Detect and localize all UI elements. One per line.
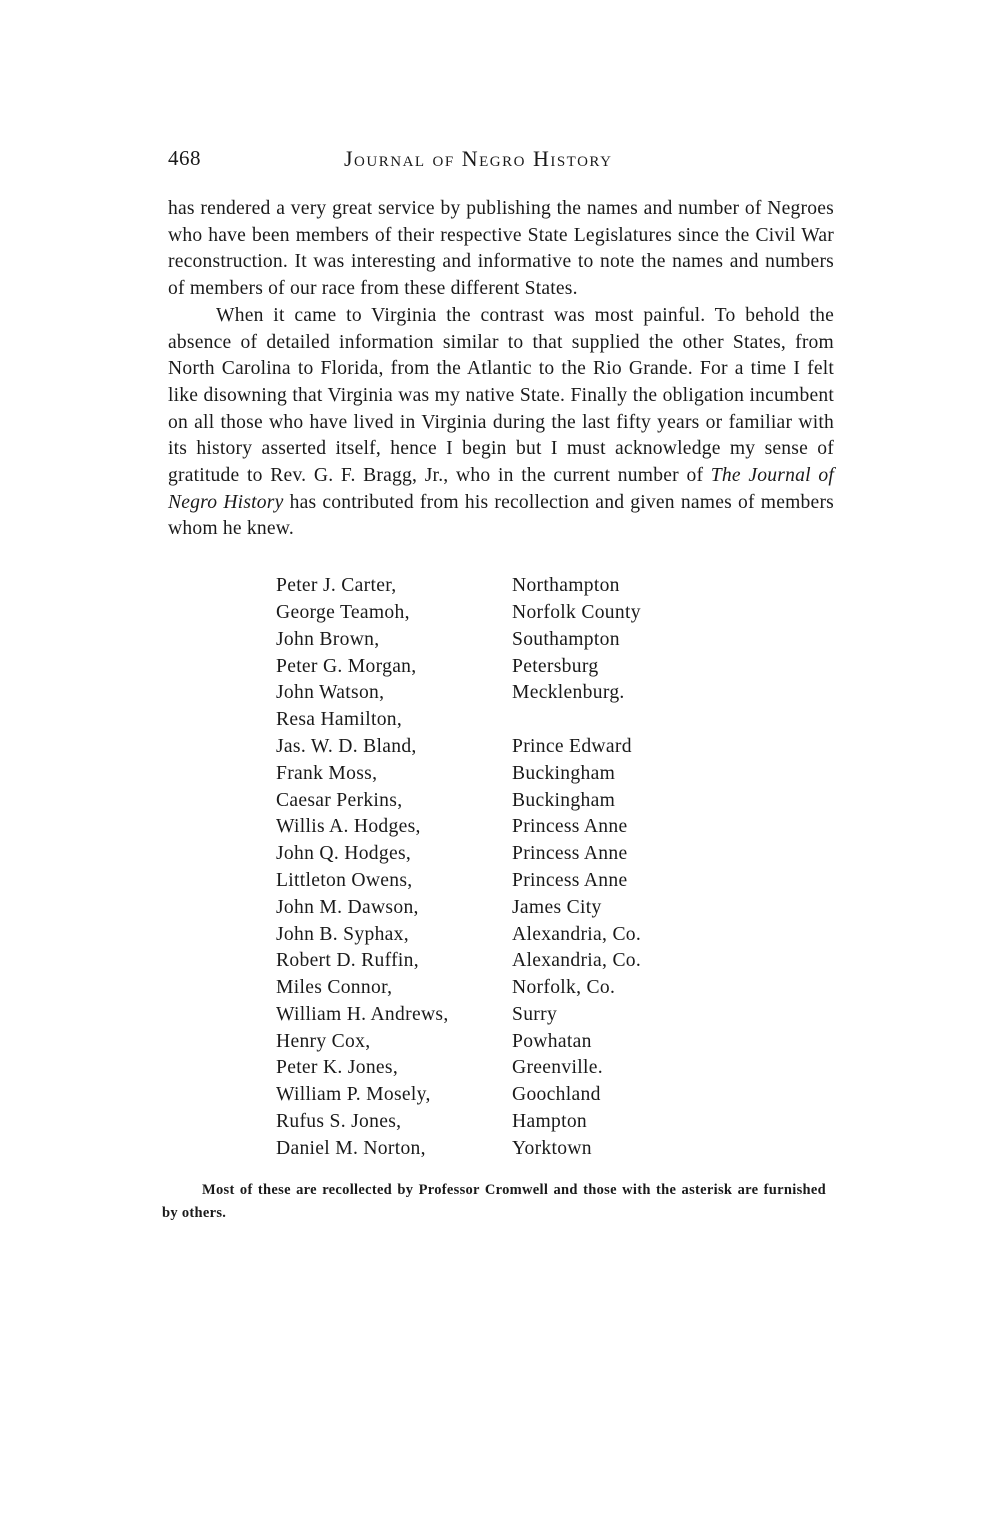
- member-county: Princess Anne: [512, 816, 628, 838]
- member-county: Mecklenburg.: [512, 682, 625, 704]
- member-name: Willis A. Hodges,: [276, 816, 421, 838]
- member-county: Norfolk, Co.: [512, 977, 616, 999]
- member-row: [276, 948, 834, 975]
- member-row: [276, 814, 834, 841]
- member-county: Alexandria, Co.: [512, 950, 642, 972]
- footnote-text: Most of these are recollected by Professor Cromwell and those with the asterisk are furnished by others.: [162, 1181, 826, 1221]
- member-county: Alexandria, Co.: [512, 923, 642, 945]
- member-county: Powhatan: [512, 1030, 592, 1052]
- page-header: [168, 140, 834, 176]
- member-name: Rufus S. Jones,: [276, 1111, 402, 1133]
- member-name: Peter G. Morgan,: [276, 655, 417, 677]
- member-row: [276, 707, 834, 734]
- member-county: James City: [512, 896, 602, 918]
- members-list: [276, 573, 834, 1163]
- member-row: [276, 1082, 834, 1109]
- member-name: John Watson,: [276, 682, 385, 704]
- member-county: Buckingham: [512, 789, 616, 811]
- member-county: Princess Anne: [512, 869, 628, 891]
- member-name: Peter K. Jones,: [276, 1057, 399, 1079]
- document-page: [162, 140, 834, 1225]
- member-name: Peter J. Carter,: [276, 575, 397, 597]
- member-row: [276, 868, 834, 895]
- member-name: Henry Cox,: [276, 1030, 371, 1052]
- member-name: Daniel M. Norton,: [276, 1137, 426, 1159]
- member-county: Norfolk County: [512, 601, 641, 623]
- member-county: Yorktown: [512, 1137, 592, 1159]
- member-county: Princess Anne: [512, 843, 628, 865]
- footnote: [162, 1179, 826, 1225]
- member-county: Petersburg: [512, 655, 599, 677]
- member-name: Resa Hamilton,: [276, 709, 403, 731]
- member-county: Greenville.: [512, 1057, 603, 1079]
- member-row: [276, 734, 834, 761]
- member-row: [276, 573, 834, 600]
- member-row: [276, 654, 834, 681]
- member-county: Southampton: [512, 628, 620, 650]
- member-row: [276, 600, 834, 627]
- member-row: [276, 841, 834, 868]
- member-row: [276, 1055, 834, 1082]
- member-row: [276, 627, 834, 654]
- member-county: Buckingham: [512, 762, 616, 784]
- member-row: [276, 1029, 834, 1056]
- member-name: Jas. W. D. Bland,: [276, 735, 417, 757]
- member-row: [276, 788, 834, 815]
- paragraph-2: [168, 303, 834, 543]
- member-row: [276, 1002, 834, 1029]
- member-name: Robert D. Ruffin,: [276, 950, 419, 972]
- member-name: Littleton Owens,: [276, 869, 413, 891]
- member-county: Hampton: [512, 1111, 588, 1133]
- member-row: [276, 922, 834, 949]
- paragraph-2-before-title: When it came to Virginia the contrast was most painful. To behold the absence of detailed information similar to that supplied the other States, from North Carolina to Florida, from the Atlantic to the Rio Grande. For a time I felt like disowning that Virginia was my native State. Finally the obligation incumbent on all those who have lived in Virginia during the last fifty years or familiar with its history asserted itself, hence I begin but I must acknowledge my sense of gratitude to Rev. G. F. Bragg, Jr., who in the current number of: [168, 304, 834, 487]
- member-name: John Brown,: [276, 628, 380, 650]
- journal-title: The Journal of Negro History: [168, 465, 834, 513]
- member-name: John B. Syphax,: [276, 923, 409, 945]
- paragraph-1: has rendered a very great service by publishing the names and number of Negroes who have been members of their respective State Legislatures since the Civil War reconstruction. It was interesting and informative to note the names and numbers of members of our race from these different States.: [168, 198, 834, 300]
- member-row: [276, 680, 834, 707]
- page-number: 468: [168, 146, 201, 170]
- member-row: [276, 761, 834, 788]
- member-county: Northampton: [512, 575, 620, 597]
- member-name: Frank Moss,: [276, 762, 378, 784]
- member-name: Miles Connor,: [276, 977, 393, 999]
- member-name: John M. Dawson,: [276, 896, 419, 918]
- member-row: [276, 975, 834, 1002]
- member-name: George Teamoh,: [276, 601, 410, 623]
- running-head: Journal of Negro History: [344, 146, 613, 171]
- member-county: Surry: [512, 1003, 558, 1025]
- member-name: William H. Andrews,: [276, 1003, 449, 1025]
- member-name: Caesar Perkins,: [276, 789, 403, 811]
- body-text: [168, 196, 834, 543]
- member-name: William P. Mosely,: [276, 1084, 431, 1106]
- member-county: Goochland: [512, 1084, 601, 1106]
- paragraph-2-after-title: has contributed from his recollection and given names of members whom he knew.: [168, 491, 834, 540]
- member-row: [276, 1109, 834, 1136]
- member-row: [276, 1136, 834, 1163]
- member-name: John Q. Hodges,: [276, 843, 412, 865]
- member-county: Prince Edward: [512, 735, 632, 757]
- member-row: [276, 895, 834, 922]
